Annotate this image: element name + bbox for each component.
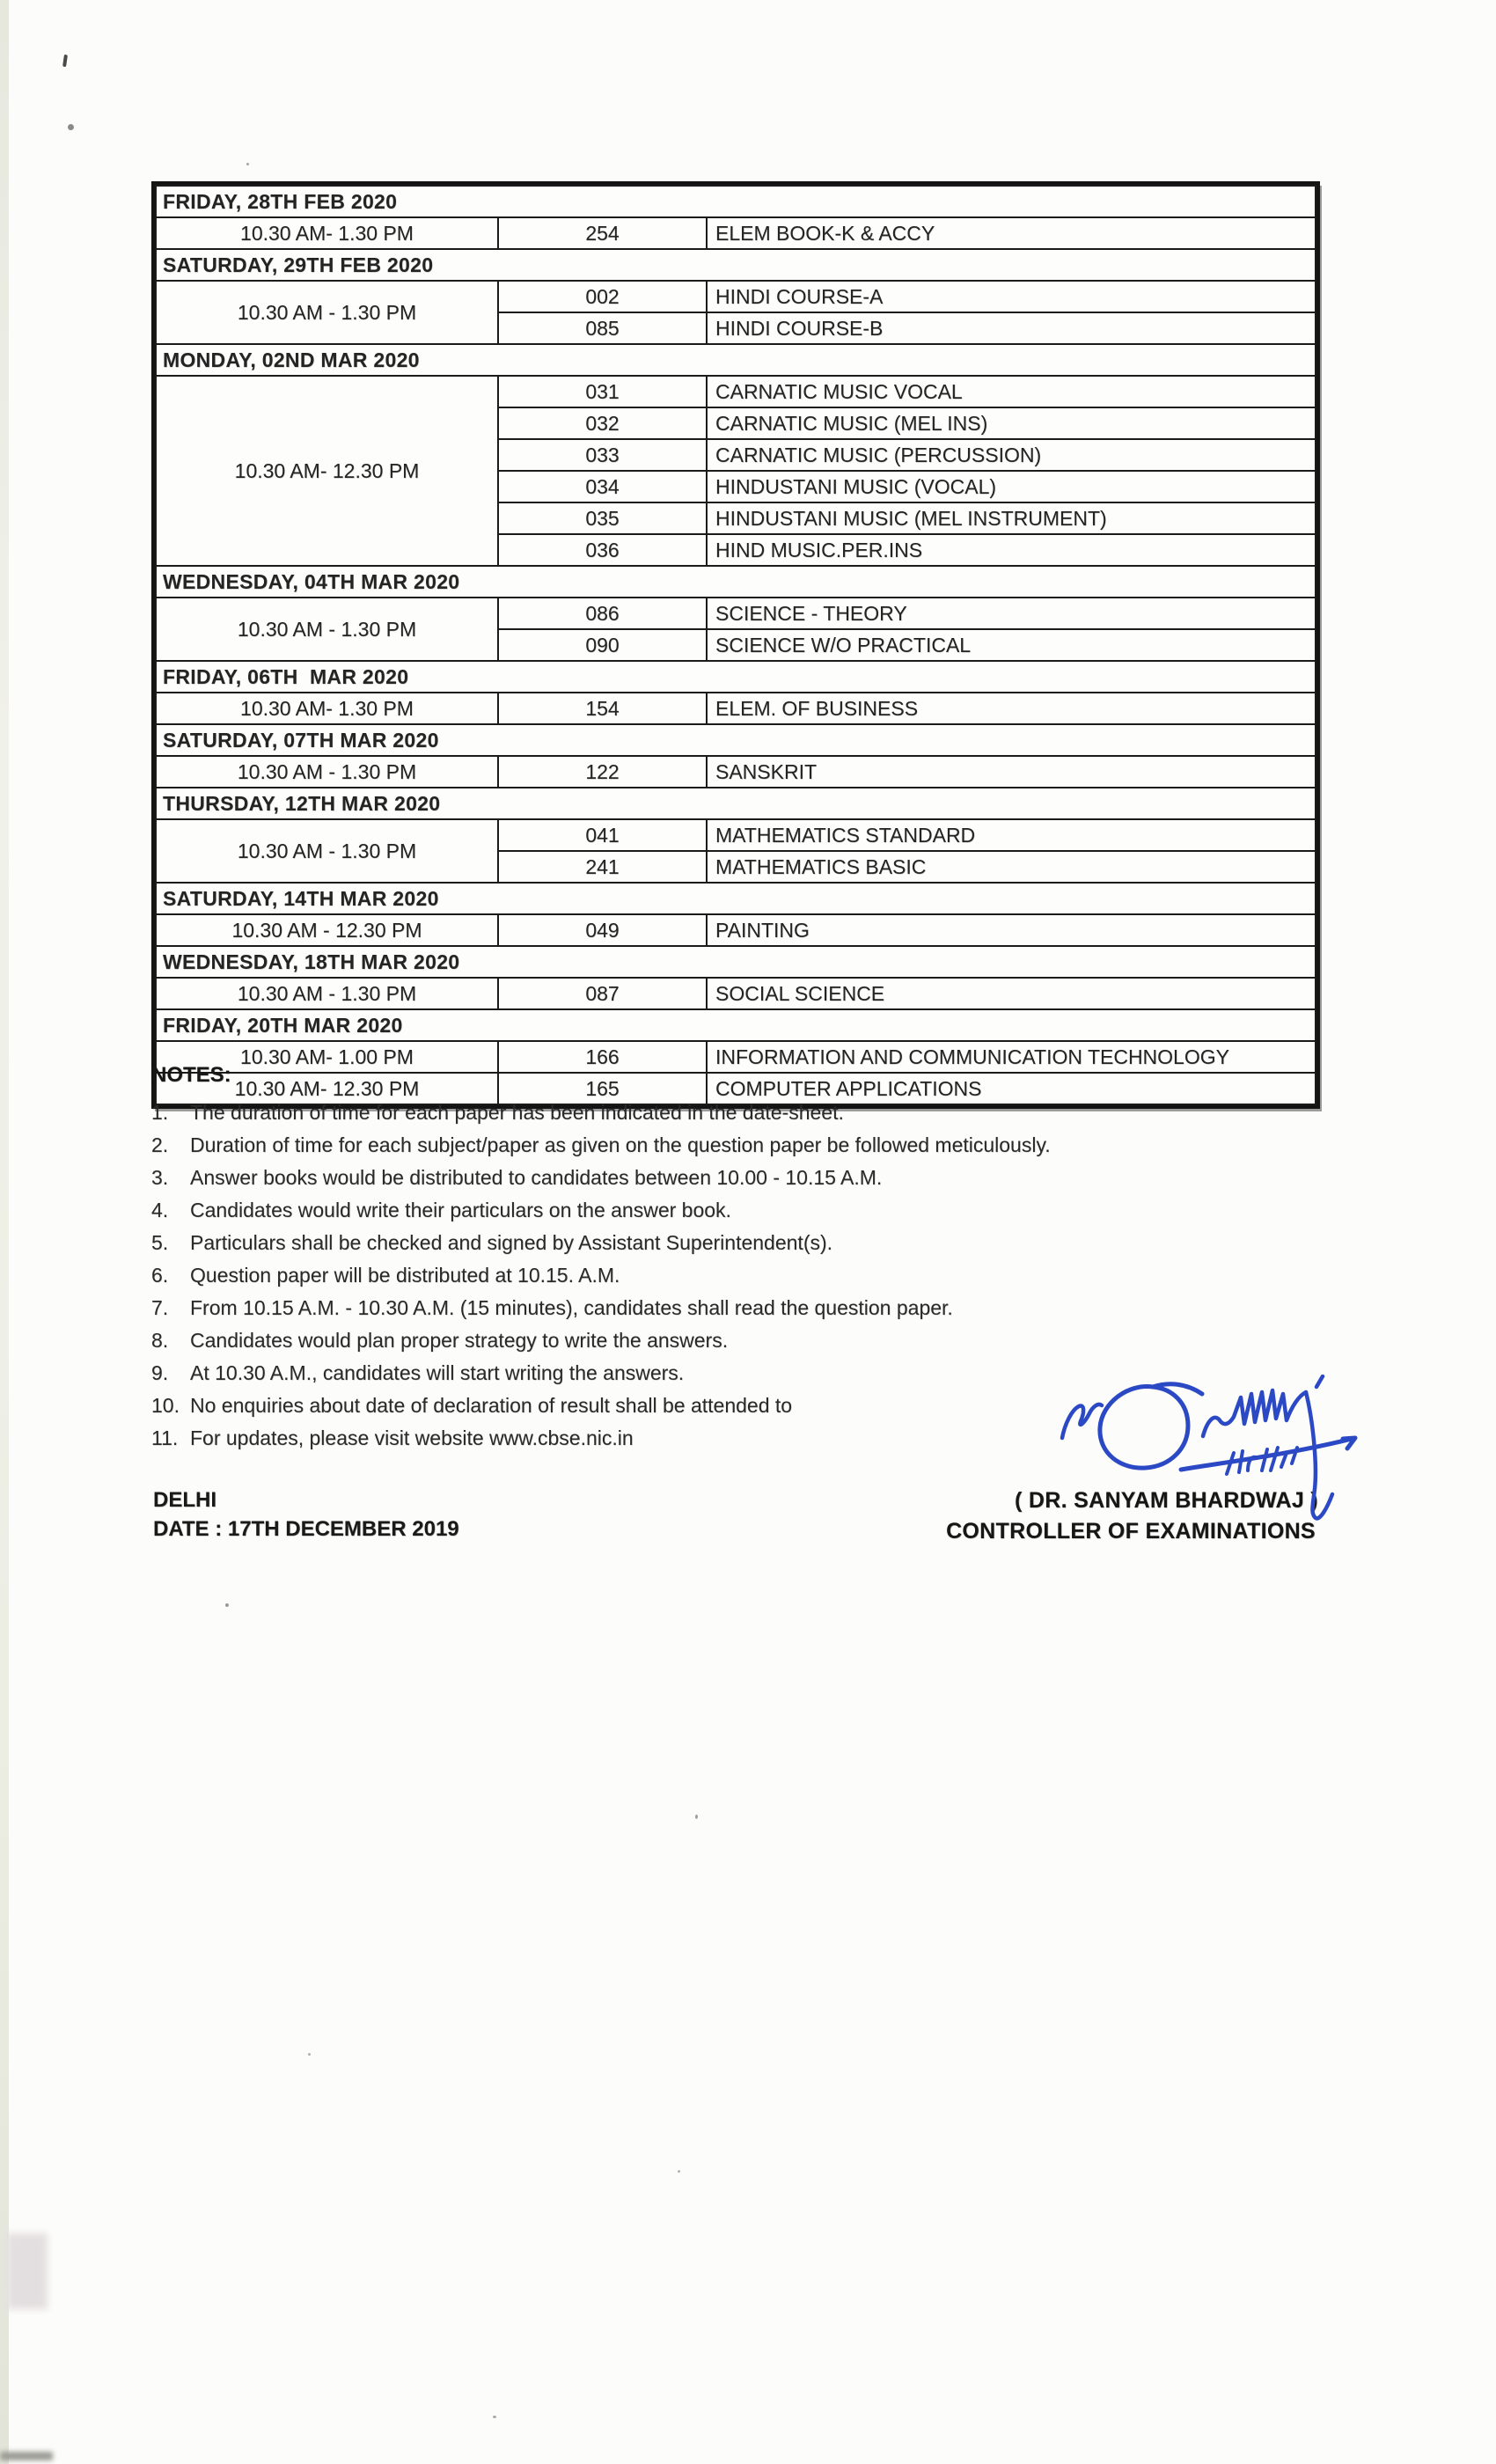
scan-speck <box>308 2053 311 2056</box>
subject-name-cell: HINDUSTANI MUSIC (MEL INSTRUMENT) <box>707 502 1316 534</box>
table-row <box>156 978 1316 1009</box>
scan-speck <box>695 1815 698 1819</box>
time-cell: 10.30 AM- 1.30 PM <box>156 217 498 249</box>
date-header-row <box>156 344 1316 376</box>
note-item <box>151 1264 1335 1287</box>
note-number: 2. <box>151 1133 169 1156</box>
subject-name-cell: PAINTING <box>707 914 1316 946</box>
note-text: No enquiries about date of declaration of result shall be attended to <box>190 1394 793 1417</box>
subject-name-cell: SOCIAL SCIENCE <box>707 978 1316 1009</box>
date-header: WEDNESDAY, 04TH MAR 2020 <box>156 566 1316 598</box>
scan-speck <box>68 124 74 130</box>
subject-code-cell: 032 <box>498 407 707 439</box>
date-header-row <box>156 249 1316 281</box>
date-header: THURSDAY, 12TH MAR 2020 <box>156 788 1316 819</box>
subject-code-cell: 087 <box>498 978 707 1009</box>
date-header-row <box>156 946 1316 978</box>
note-number: 8. <box>151 1329 169 1352</box>
date-header: MONDAY, 02ND MAR 2020 <box>156 344 1316 376</box>
subject-code-cell: 086 <box>498 598 707 629</box>
notes-heading: NOTES: <box>151 1063 231 1087</box>
table-row <box>156 281 1316 312</box>
datesheet-table-frame <box>151 181 1320 1109</box>
note-text: Answer books would be distributed to candidates between 10.00 - 10.15 A.M. <box>190 1166 883 1189</box>
note-item <box>151 1166 1335 1190</box>
subject-name-cell: SCIENCE - THEORY <box>707 598 1316 629</box>
scan-speck <box>493 2416 496 2418</box>
time-cell: 10.30 AM - 1.30 PM <box>156 819 498 883</box>
date-header: SATURDAY, 14TH MAR 2020 <box>156 883 1316 914</box>
subject-code-cell: 090 <box>498 629 707 661</box>
note-number: 6. <box>151 1264 169 1287</box>
subject-name-cell: HINDI COURSE-A <box>707 281 1316 312</box>
subject-code-cell: 154 <box>498 693 707 724</box>
note-text: Particulars shall be checked and signed by Assistant Superintendent(s). <box>190 1231 833 1254</box>
subject-code-cell: 035 <box>498 502 707 534</box>
time-cell: 10.30 AM- 1.30 PM <box>156 693 498 724</box>
subject-name-cell: ELEM BOOK-K & ACCY <box>707 217 1316 249</box>
subject-name-cell: SANSKRIT <box>707 756 1316 788</box>
note-number: 4. <box>151 1199 169 1221</box>
subject-code-cell: 085 <box>498 312 707 344</box>
subject-name-cell: INFORMATION AND COMMUNICATION TECHNOLOGY <box>707 1041 1316 1073</box>
note-text: Duration of time for each subject/paper as given on the question paper be followed meticulously. <box>190 1133 1051 1156</box>
datesheet-table <box>155 185 1316 1105</box>
note-item <box>151 1199 1335 1222</box>
note-number: 9. <box>151 1361 169 1384</box>
note-number: 1. <box>151 1101 169 1124</box>
subject-code-cell: 049 <box>498 914 707 946</box>
note-item <box>151 1133 1335 1157</box>
subject-name-cell: MATHEMATICS BASIC <box>707 851 1316 883</box>
table-row <box>156 693 1316 724</box>
signature-ink <box>1047 1375 1364 1533</box>
subject-code-cell: 241 <box>498 851 707 883</box>
subject-code-cell: 165 <box>498 1073 707 1104</box>
time-cell: 10.30 AM - 1.30 PM <box>156 978 498 1009</box>
subject-code-cell: 166 <box>498 1041 707 1073</box>
scan-speck <box>225 1603 229 1607</box>
subject-code-cell: 034 <box>498 471 707 502</box>
table-row <box>156 819 1316 851</box>
table-row <box>156 598 1316 629</box>
note-number: 10. <box>151 1394 180 1417</box>
subject-code-cell: 254 <box>498 217 707 249</box>
subject-code-cell: 036 <box>498 534 707 566</box>
note-text: Candidates would plan proper strategy to write the answers. <box>190 1329 729 1352</box>
issue-date-label: DATE : 17TH DECEMBER 2019 <box>153 1517 459 1541</box>
table-row <box>156 914 1316 946</box>
subject-name-cell: SCIENCE W/O PRACTICAL <box>707 629 1316 661</box>
note-text: Candidates would write their particulars on the answer book. <box>190 1199 731 1221</box>
subject-code-cell: 122 <box>498 756 707 788</box>
date-header: WEDNESDAY, 18TH MAR 2020 <box>156 946 1316 978</box>
time-cell: 10.30 AM- 12.30 PM <box>156 376 498 566</box>
subject-name-cell: COMPUTER APPLICATIONS <box>707 1073 1316 1104</box>
note-number: 5. <box>151 1231 169 1254</box>
subject-name-cell: HIND MUSIC.PER.INS <box>707 534 1316 566</box>
table-row <box>156 756 1316 788</box>
note-text: The duration of time for each paper has been indicated in the date-sheet. <box>190 1101 844 1124</box>
note-number: 7. <box>151 1296 169 1319</box>
time-cell: 10.30 AM - 12.30 PM <box>156 914 498 946</box>
date-header-row <box>156 661 1316 693</box>
subject-code-cell: 031 <box>498 376 707 407</box>
date-header-row <box>156 566 1316 598</box>
date-header-row <box>156 883 1316 914</box>
scan-bottom-streak <box>0 2452 53 2460</box>
date-header: FRIDAY, 06TH MAR 2020 <box>156 661 1316 693</box>
subject-name-cell: HINDI COURSE-B <box>707 312 1316 344</box>
signatory-title: CONTROLLER OF EXAMINATIONS <box>946 1519 1316 1544</box>
time-cell: 10.30 AM - 1.30 PM <box>156 756 498 788</box>
subject-name-cell: CARNATIC MUSIC (MEL INS) <box>707 407 1316 439</box>
subject-code-cell: 041 <box>498 819 707 851</box>
note-text: Question paper will be distributed at 10.15. A.M. <box>190 1264 620 1287</box>
note-item <box>151 1329 1335 1353</box>
date-header-row <box>156 788 1316 819</box>
date-header-row <box>156 1009 1316 1041</box>
scan-smudge <box>7 2233 48 2309</box>
subject-name-cell: ELEM. OF BUSINESS <box>707 693 1316 724</box>
place-label: DELHI <box>153 1488 216 1512</box>
table-row <box>156 217 1316 249</box>
scan-speck <box>246 163 249 165</box>
scan-edge-strip <box>0 0 9 2464</box>
note-text: From 10.15 A.M. - 10.30 A.M. (15 minutes), candidates shall read the question paper. <box>190 1296 953 1319</box>
time-cell: 10.30 AM - 1.30 PM <box>156 598 498 661</box>
note-number: 3. <box>151 1166 169 1189</box>
subject-name-cell: MATHEMATICS STANDARD <box>707 819 1316 851</box>
date-header: SATURDAY, 07TH MAR 2020 <box>156 724 1316 756</box>
date-header: FRIDAY, 20TH MAR 2020 <box>156 1009 1316 1041</box>
table-row <box>156 376 1316 407</box>
scan-speck <box>62 55 68 67</box>
subject-name-cell: CARNATIC MUSIC VOCAL <box>707 376 1316 407</box>
signatory-name: ( DR. SANYAM BHARDWAJ ) <box>1015 1488 1318 1513</box>
note-text: At 10.30 A.M., candidates will start writing the answers. <box>190 1361 685 1384</box>
date-header: SATURDAY, 29TH FEB 2020 <box>156 249 1316 281</box>
subject-name-cell: HINDUSTANI MUSIC (VOCAL) <box>707 471 1316 502</box>
date-header-row <box>156 724 1316 756</box>
date-header: FRIDAY, 28TH FEB 2020 <box>156 186 1316 217</box>
subject-code-cell: 002 <box>498 281 707 312</box>
scan-speck <box>678 2170 680 2173</box>
subject-code-cell: 033 <box>498 439 707 471</box>
note-text: For updates, please visit website www.cbse.nic.in <box>190 1426 634 1449</box>
note-item <box>151 1231 1335 1255</box>
subject-name-cell: CARNATIC MUSIC (PERCUSSION) <box>707 439 1316 471</box>
note-item <box>151 1296 1335 1320</box>
time-cell: 10.30 AM- 1.00 PM <box>156 1041 498 1073</box>
note-item <box>151 1101 1335 1125</box>
date-header-row <box>156 186 1316 217</box>
time-cell: 10.30 AM - 1.30 PM <box>156 281 498 344</box>
note-number: 11. <box>151 1426 179 1449</box>
time-cell: 10.30 AM- 12.30 PM <box>156 1073 498 1104</box>
